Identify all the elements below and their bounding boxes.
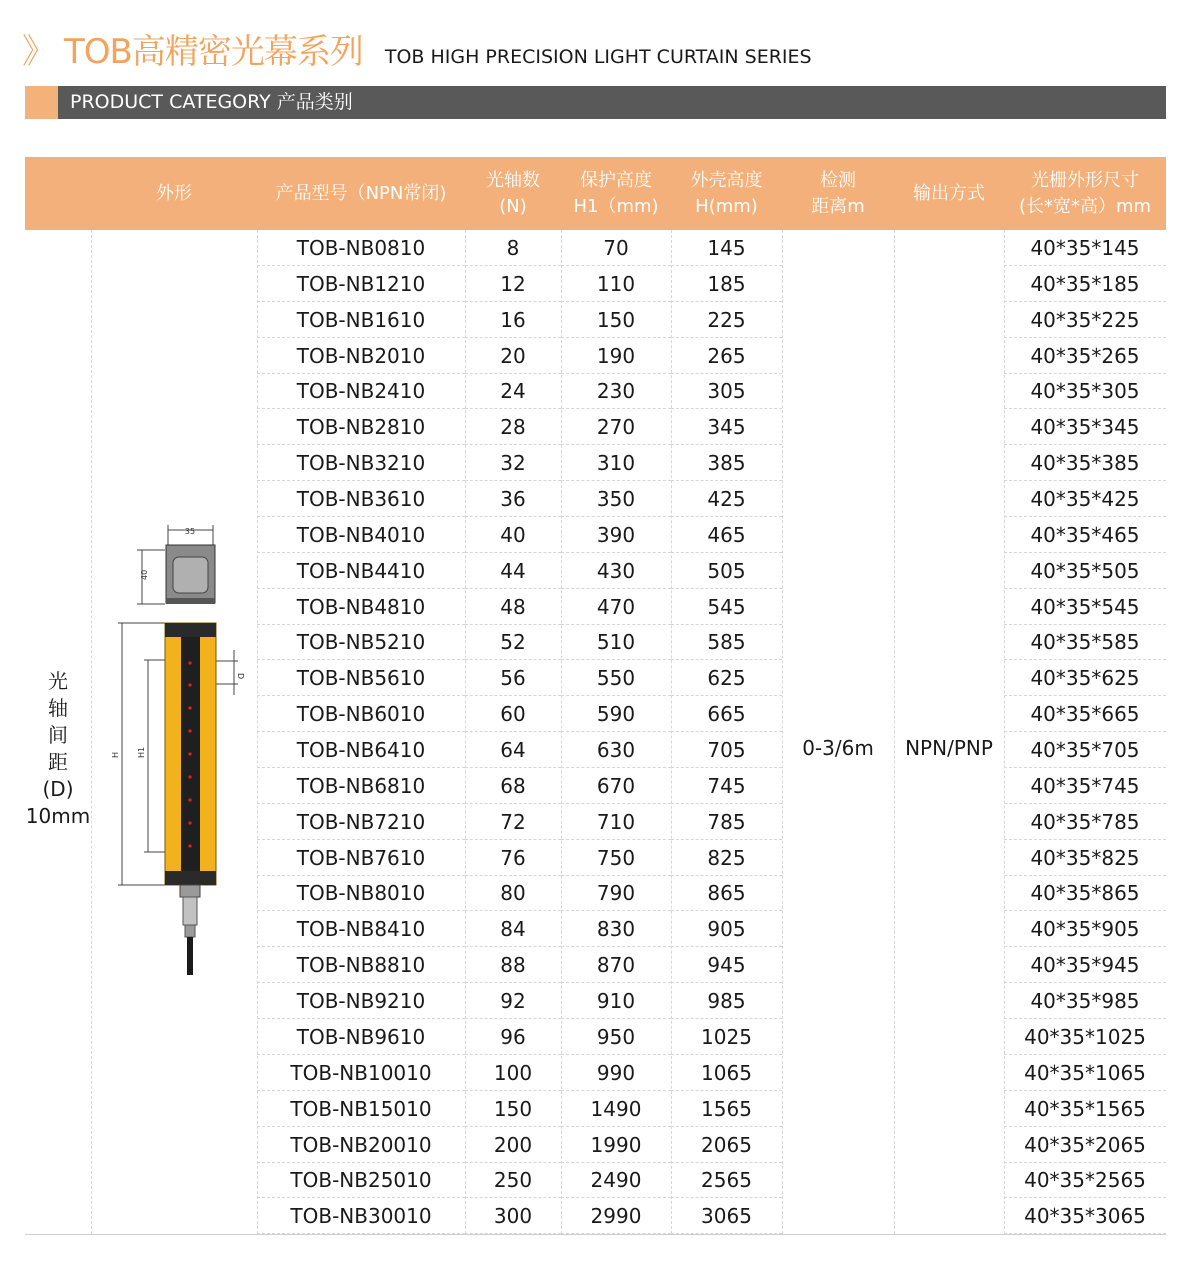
table-row [25,373,1166,409]
cell-size: 40*35*1025 [1004,1019,1166,1055]
cell-h1: 950 [561,1019,671,1055]
title-english: TOB HIGH PRECISION LIGHT CURTAIN SERIES [384,46,812,68]
cell-h1: 1490 [561,1091,671,1127]
table-row [25,230,1166,266]
cell-h1: 990 [561,1055,671,1091]
cell-h: 945 [671,947,782,983]
cell-h: 2565 [671,1162,782,1198]
cell-model: TOB-NB6010 [257,696,465,732]
col-size-header: 光栅外形尺寸 (长*宽*高）mm [1018,169,1152,217]
cell-size: 40*35*225 [1004,302,1166,338]
cell-n: 76 [465,840,561,876]
col-output-header: 输出方式 [913,182,985,204]
cell-size: 40*35*2565 [1004,1162,1166,1198]
cell-n: 24 [465,373,561,409]
category-accent-block [25,86,58,119]
cell-n: 80 [465,875,561,911]
product-category-label: PRODUCT CATEGORY 产品类别 [70,91,353,113]
table-row [25,1091,1166,1127]
cell-size: 40*35*665 [1004,696,1166,732]
cell-size: 40*35*865 [1004,875,1166,911]
cell-h1: 150 [561,302,671,338]
cell-n: 56 [465,660,561,696]
cell-h1: 470 [561,589,671,625]
cell-h: 865 [671,875,782,911]
cell-model: TOB-NB2010 [257,338,465,374]
cell-n: 16 [465,302,561,338]
cell-model: TOB-NB7610 [257,840,465,876]
page-title [22,24,812,74]
cell-n: 48 [465,589,561,625]
cell-model: TOB-NB2410 [257,373,465,409]
cell-size: 40*35*185 [1004,266,1166,302]
cell-h: 1565 [671,1091,782,1127]
cell-h1: 70 [561,230,671,266]
cell-model: TOB-NB3210 [257,445,465,481]
cell-size: 40*35*785 [1004,804,1166,840]
cable-connector [180,885,200,897]
cell-h: 665 [671,696,782,732]
cell-model: TOB-NB4810 [257,589,465,625]
table-row [25,302,1166,338]
cell-h: 425 [671,481,782,517]
cell-h: 1025 [671,1019,782,1055]
cell-size: 40*35*265 [1004,338,1166,374]
cell-h1: 830 [561,911,671,947]
table-row [25,445,1166,481]
cell-n: 250 [465,1162,561,1198]
cell-size: 40*35*705 [1004,732,1166,768]
cell-h1: 510 [561,624,671,660]
col-h-header: 外壳高度 H(mm) [690,169,763,217]
table-row [25,1019,1166,1055]
cell-n: 100 [465,1055,561,1091]
cell-model: TOB-NB5210 [257,624,465,660]
cell-model: TOB-NB25010 [257,1162,465,1198]
cell-n: 28 [465,409,561,445]
cell-size: 40*35*465 [1004,517,1166,553]
table-row [25,1162,1166,1198]
cell-n: 88 [465,947,561,983]
cell-model: TOB-NB6410 [257,732,465,768]
cell-h: 705 [671,732,782,768]
col-shape-header: 外形 [156,182,192,204]
cell-size: 40*35*905 [1004,911,1166,947]
cell-h1: 670 [561,768,671,804]
cell-h: 385 [671,445,782,481]
table-header [25,157,1166,230]
cell-model: TOB-NB8010 [257,875,465,911]
cell-model: TOB-NB2810 [257,409,465,445]
col-distance-header: 检测 距离m [811,169,865,217]
cell-size: 40*35*945 [1004,947,1166,983]
width-dimension-label: 35 [184,527,196,536]
cell-h: 585 [671,624,782,660]
cell-h: 2065 [671,1127,782,1163]
cell-model: TOB-NB8810 [257,947,465,983]
cell-n: 8 [465,230,561,266]
cell-h1: 910 [561,983,671,1019]
cell-h1: 190 [561,338,671,374]
cell-n: 150 [465,1091,561,1127]
cell-model: TOB-NB10010 [257,1055,465,1091]
output-type-value: NPN/PNP [905,736,993,760]
cell-h1: 2990 [561,1198,671,1234]
depth-dimension-label: 40 [140,569,149,580]
cell-h: 185 [671,266,782,302]
cell-h: 225 [671,302,782,338]
cell-h: 825 [671,840,782,876]
cell-n: 40 [465,517,561,553]
cell-n: 52 [465,624,561,660]
table-row [25,266,1166,302]
cell-h: 905 [671,911,782,947]
cell-size: 40*35*545 [1004,589,1166,625]
cell-model: TOB-NB1210 [257,266,465,302]
cell-size: 40*35*1565 [1004,1091,1166,1127]
table-row [25,1127,1166,1163]
col-axes-header: 光轴数 (N) [486,169,540,217]
cell-model: TOB-NB9210 [257,983,465,1019]
table-row [25,1055,1166,1091]
table-row [25,1198,1166,1234]
cell-model: TOB-NB7210 [257,804,465,840]
cell-n: 36 [465,481,561,517]
cell-h1: 590 [561,696,671,732]
cell-model: TOB-NB5610 [257,660,465,696]
product-category-bar [25,86,1166,119]
table-bottom-border [25,1234,1166,1235]
cell-size: 40*35*145 [1004,230,1166,266]
table-row [25,409,1166,445]
cell-n: 44 [465,553,561,589]
cell-n: 84 [465,911,561,947]
beam-spacing-label: 光 轴 间 距 (D) 10mm [25,669,91,828]
cell-h: 305 [671,373,782,409]
cell-size: 40*35*3065 [1004,1198,1166,1234]
cell-size: 40*35*585 [1004,624,1166,660]
table-row [25,481,1166,517]
cell-h1: 550 [561,660,671,696]
cell-n: 32 [465,445,561,481]
cell-h: 345 [671,409,782,445]
cell-model: TOB-NB6810 [257,768,465,804]
cell-n: 72 [465,804,561,840]
cell-h1: 790 [561,875,671,911]
cell-model: TOB-NB15010 [257,1091,465,1127]
cell-model: TOB-NB30010 [257,1198,465,1234]
cell-h1: 310 [561,445,671,481]
cell-model: TOB-NB0810 [257,230,465,266]
light-curtain-drawing [110,520,250,980]
title-arrow-icon: 》 [22,32,56,72]
cell-size: 40*35*745 [1004,768,1166,804]
cell-n: 60 [465,696,561,732]
cell-model: TOB-NB20010 [257,1127,465,1163]
cell-h1: 110 [561,266,671,302]
cell-size: 40*35*1065 [1004,1055,1166,1091]
cell-size: 40*35*385 [1004,445,1166,481]
cell-size: 40*35*2065 [1004,1127,1166,1163]
cell-size: 40*35*345 [1004,409,1166,445]
cell-model: TOB-NB8410 [257,911,465,947]
cell-size: 40*35*505 [1004,553,1166,589]
cell-n: 68 [465,768,561,804]
d-dimension-label: D [236,673,245,680]
cell-n: 12 [465,266,561,302]
cell-h: 1065 [671,1055,782,1091]
h1-dimension-label: H1 [137,746,146,758]
cell-h1: 390 [561,517,671,553]
cell-model: TOB-NB3610 [257,481,465,517]
cell-h1: 750 [561,840,671,876]
cell-model: TOB-NB4410 [257,553,465,589]
col-model-header: 产品型号（NPN常闭) [275,182,447,204]
cell-h: 505 [671,553,782,589]
light-curtain-svg [110,520,250,980]
detection-distance-value: 0-3/6m [802,736,874,760]
cell-model: TOB-NB1610 [257,302,465,338]
cell-n: 200 [465,1127,561,1163]
cell-h: 745 [671,768,782,804]
cell-h: 985 [671,983,782,1019]
table-row [25,983,1166,1019]
cell-h: 3065 [671,1198,782,1234]
cell-h: 785 [671,804,782,840]
cell-h: 145 [671,230,782,266]
cell-h: 465 [671,517,782,553]
cell-model: TOB-NB9610 [257,1019,465,1055]
cell-h1: 870 [561,947,671,983]
cell-model: TOB-NB4010 [257,517,465,553]
cell-h1: 710 [561,804,671,840]
cable [187,937,193,975]
cell-h: 265 [671,338,782,374]
cell-h: 625 [671,660,782,696]
cell-size: 40*35*985 [1004,983,1166,1019]
cell-n: 300 [465,1198,561,1234]
cell-h1: 230 [561,373,671,409]
table-row [25,338,1166,374]
cell-n: 96 [465,1019,561,1055]
h-dimension-label: H [111,751,120,758]
cell-h1: 2490 [561,1162,671,1198]
cell-size: 40*35*305 [1004,373,1166,409]
title-chinese: TOB高精密光幕系列 [64,32,363,72]
cell-h1: 430 [561,553,671,589]
cell-h1: 270 [561,409,671,445]
cell-n: 20 [465,338,561,374]
col-h1-header: 保护高度 H1（mm) [573,169,659,217]
cell-h1: 350 [561,481,671,517]
cell-h1: 630 [561,732,671,768]
cell-size: 40*35*625 [1004,660,1166,696]
cell-h1: 1990 [561,1127,671,1163]
cell-n: 92 [465,983,561,1019]
cell-n: 64 [465,732,561,768]
cell-size: 40*35*425 [1004,481,1166,517]
cell-h: 545 [671,589,782,625]
cell-size: 40*35*825 [1004,840,1166,876]
